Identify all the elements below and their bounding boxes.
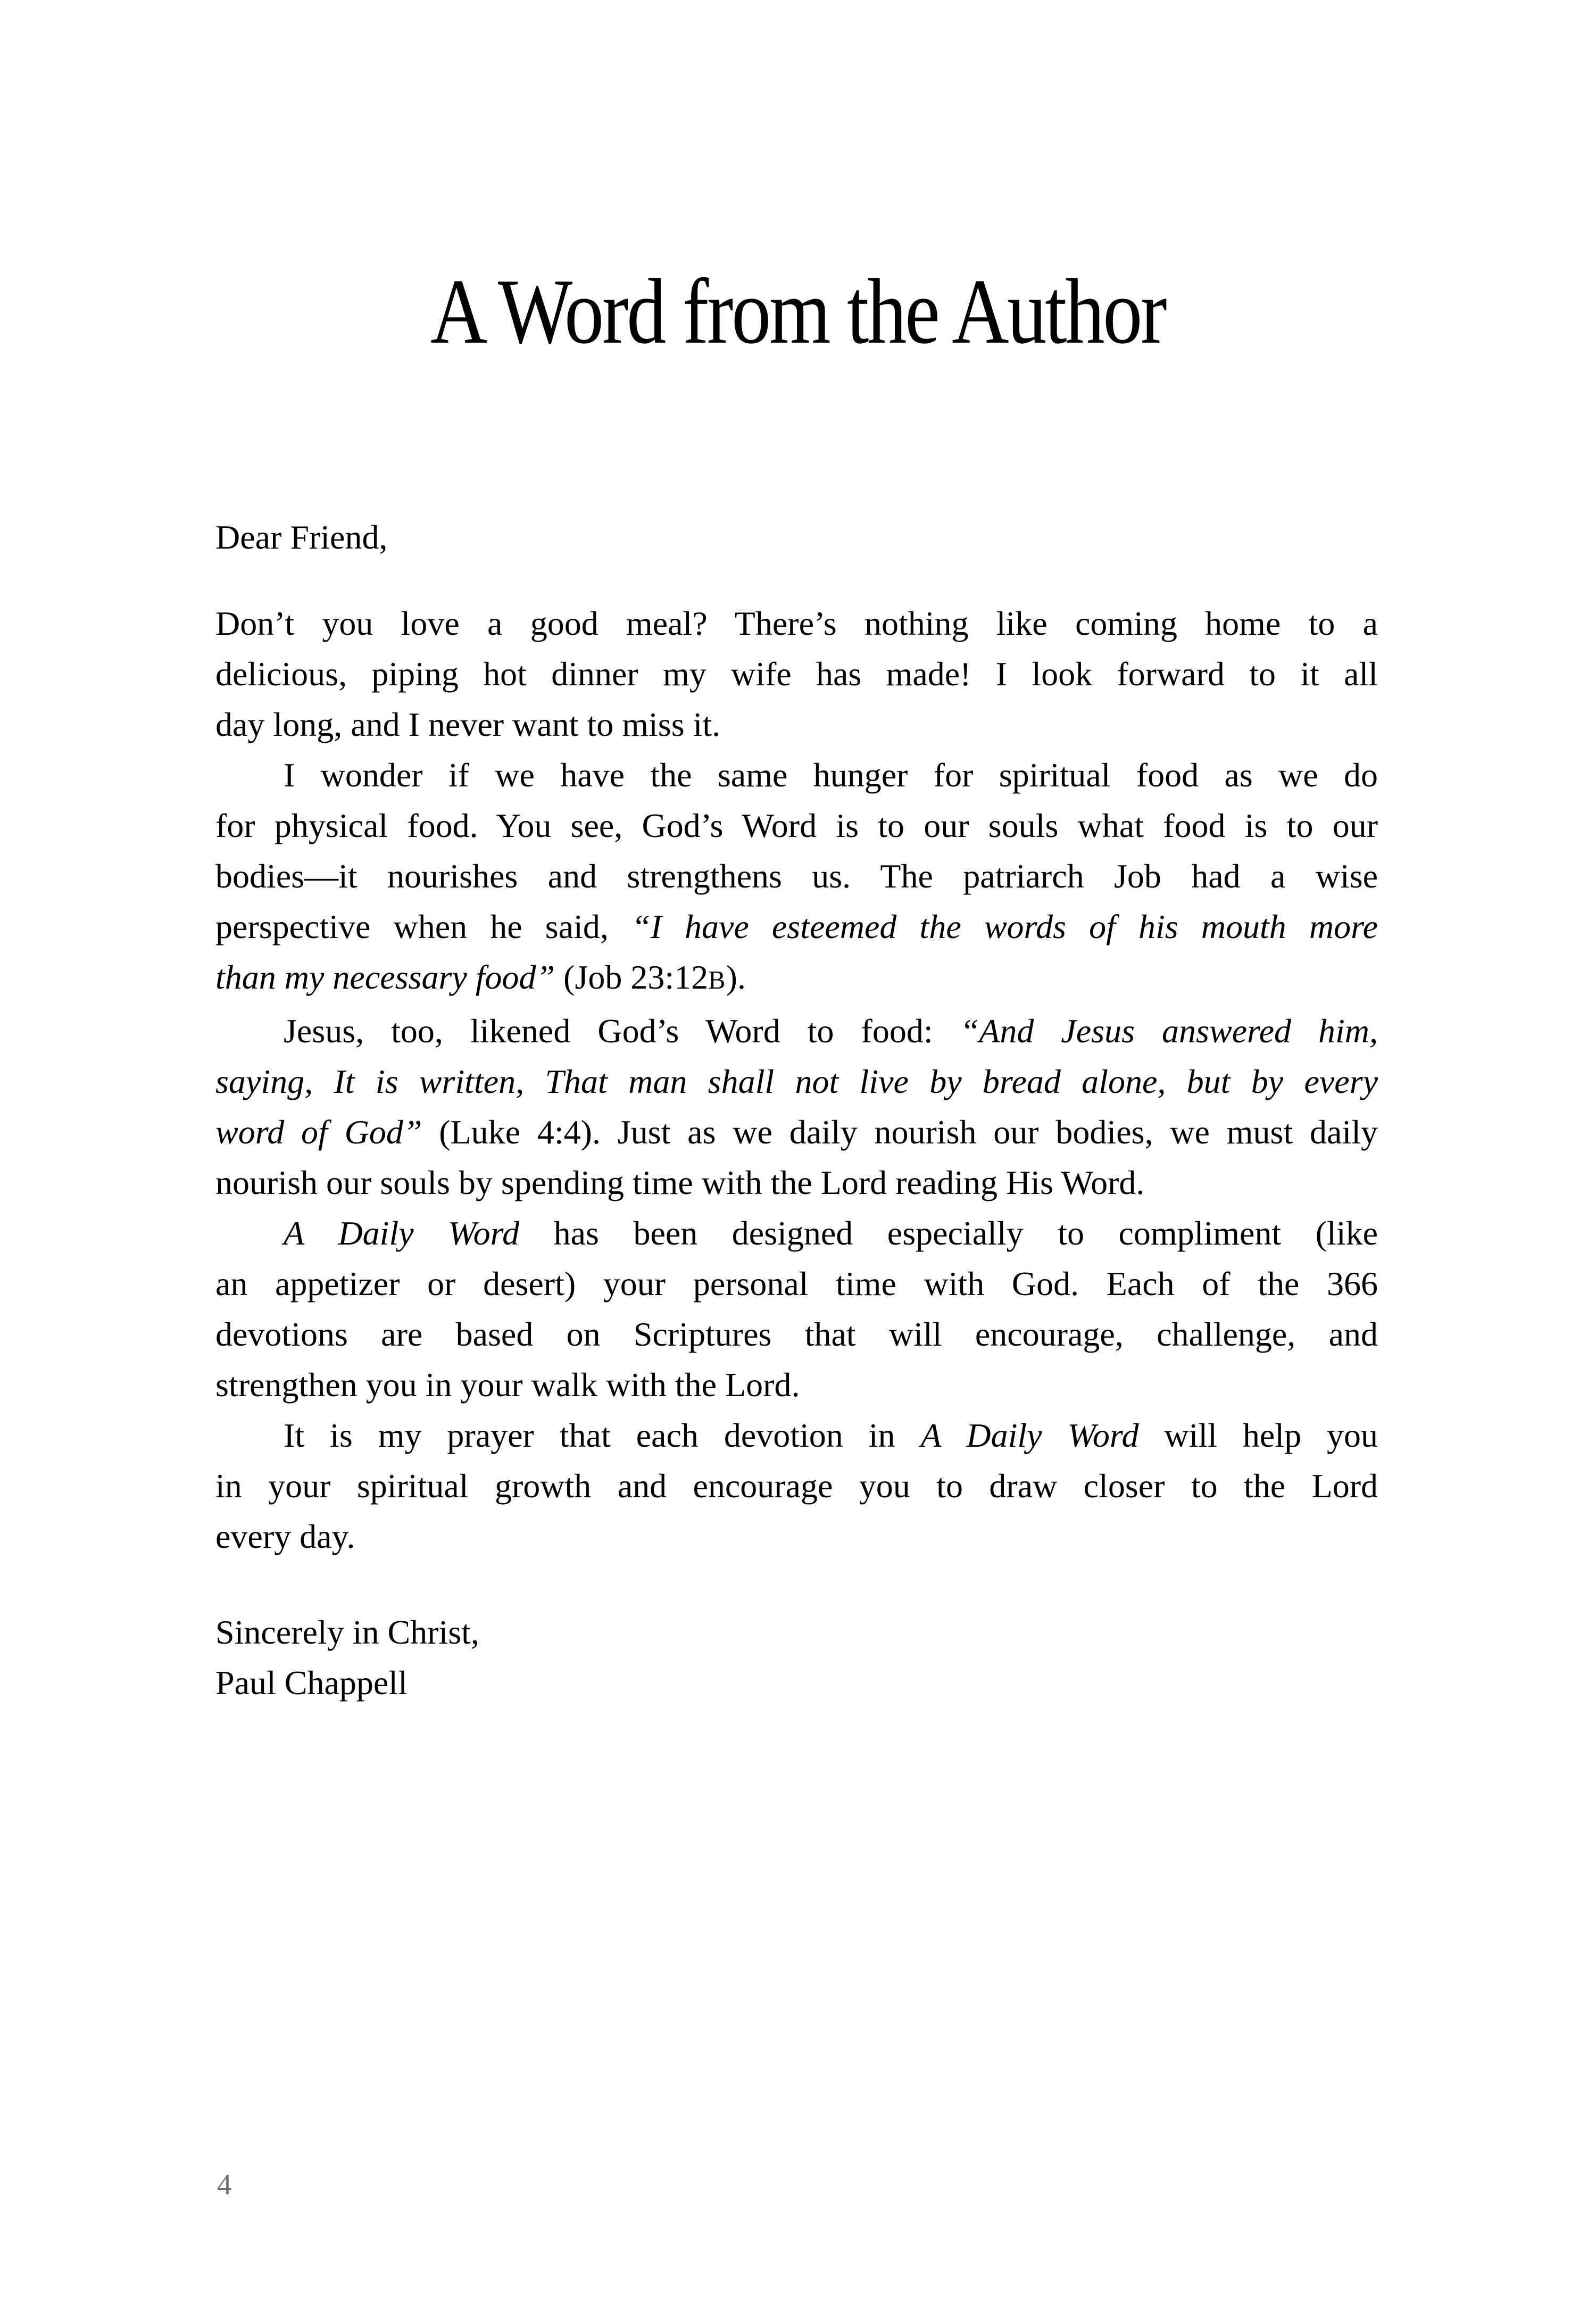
text-segment: for physical food. You see, God’s Word is to our souls what food is to our	[215, 807, 1378, 844]
page-number: 4	[217, 2168, 232, 2201]
text-segment: Don’t you love a good meal? There’s nothing like coming home to a	[215, 604, 1378, 642]
text-line	[215, 901, 1378, 952]
text-segment: (Luke 4:4). Just as we daily nourish our bodies, we must daily	[422, 1113, 1378, 1151]
text-segment: every day.	[215, 1517, 355, 1555]
letter-body	[215, 512, 1378, 1708]
text-segment: nourish our souls by spending time with the Lord reading His Word.	[215, 1164, 1145, 1201]
text-segment: strengthen you in your walk with the Lord.	[215, 1366, 800, 1404]
text-segment: (Job 23:12	[555, 958, 709, 996]
text-segment: will help you	[1138, 1416, 1378, 1454]
text-line	[215, 1309, 1378, 1359]
text-line	[215, 800, 1378, 851]
text-segment: devotions are based on Scriptures that will encourage, challenge, and	[215, 1315, 1378, 1353]
signature-name: Paul Chappell	[215, 1664, 408, 1702]
text-line	[215, 851, 1378, 901]
page-title-text: A Word from the Author	[430, 260, 1166, 363]
text-line	[215, 1258, 1378, 1309]
text-segment: ).	[726, 958, 746, 996]
text-line	[215, 1461, 1378, 1511]
closing-line: Sincerely in Christ,	[215, 1613, 479, 1651]
text-line	[215, 598, 1378, 649]
text-line	[215, 1410, 1378, 1461]
closing-block	[215, 1607, 1378, 1708]
text-line	[215, 952, 1378, 1006]
text-segment: A Daily Word	[284, 1214, 520, 1252]
text-line	[215, 1006, 1378, 1056]
text-line	[215, 649, 1378, 699]
text-segment: A Daily Word	[920, 1416, 1139, 1454]
text-segment: “And Jesus answered him,	[960, 1012, 1378, 1050]
text-segment: I wonder if we have the same hunger for spiritual food as we do	[284, 756, 1378, 794]
text-line	[215, 1359, 1378, 1410]
text-segment: bodies—it nourishes and strengthens us. The patriarch Job had a wise	[215, 857, 1378, 895]
text-segment: saying, It is written, That man shall not live by bread alone, but by every	[215, 1063, 1378, 1100]
text-line	[215, 699, 1378, 750]
text-segment: It is my prayer that each devotion in	[284, 1416, 921, 1454]
text-segment: an appetizer or desert) your personal time with God. Each of the 366	[215, 1265, 1378, 1303]
text-segment: Jesus, too, likened God’s Word to food:	[284, 1012, 960, 1050]
text-segment: B	[708, 966, 726, 994]
text-line	[215, 1208, 1378, 1258]
text-segment: delicious, piping hot dinner my wife has made! I look forward to it all	[215, 655, 1378, 693]
text-line	[215, 750, 1378, 800]
text-segment: in your spiritual growth and encourage you to draw closer to the Lord	[215, 1467, 1378, 1505]
salutation: Dear Friend,	[215, 518, 388, 556]
text-line	[215, 1157, 1378, 1208]
page-title	[0, 260, 1596, 363]
text-segment: perspective when he said,	[215, 908, 631, 946]
text-segment: than my necessary food”	[215, 958, 555, 996]
text-segment: day long, and I never want to miss it.	[215, 706, 721, 743]
text-line	[215, 1056, 1378, 1107]
text-line	[215, 1511, 1378, 1562]
text-segment: word of God”	[215, 1113, 422, 1151]
text-segment: “I have esteemed the words of his mouth more	[631, 908, 1378, 946]
text-segment: has been designed especially to compliment (like	[519, 1214, 1378, 1252]
letter-paragraphs	[215, 598, 1378, 1562]
text-line	[215, 1107, 1378, 1157]
